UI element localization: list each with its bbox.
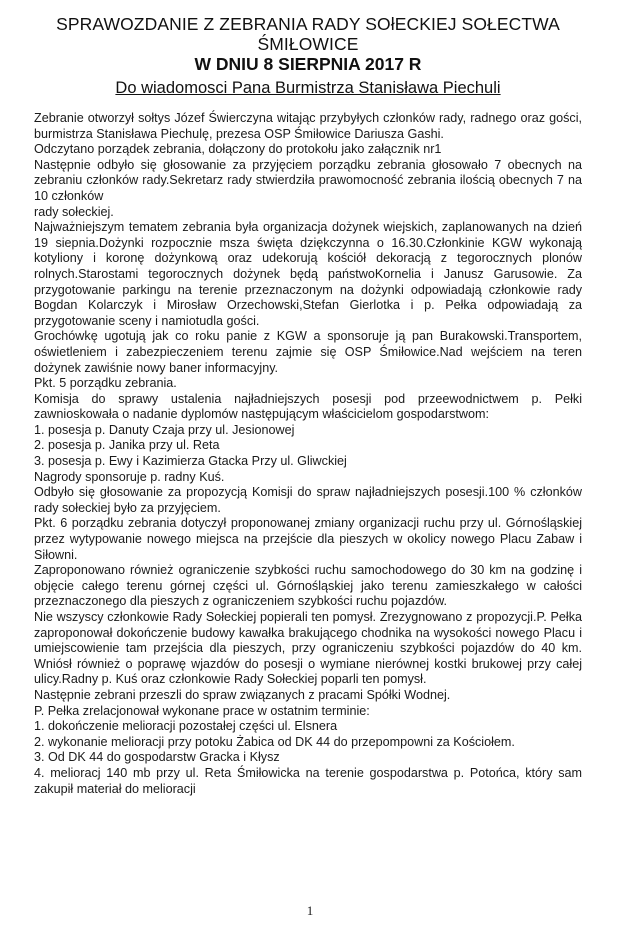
list-item: 3. Od DK 44 do gospodarstw Gracka i Kłysz bbox=[34, 750, 280, 765]
award-list bbox=[34, 423, 582, 470]
list-item: 2. wykonanie melioracji przy potoku Żabica od DK 44 do przepompowni za Kościołem. bbox=[34, 734, 515, 749]
paragraph-works-intro: P. Pełka zrelacjonował wykonane prace w ostatnim terminie: bbox=[34, 703, 370, 718]
paragraph-agenda-vote-cont: rady sołeckiej. bbox=[34, 204, 114, 219]
document-header bbox=[34, 14, 582, 99]
paragraph-sidewalk: Nie wszyscy członkowie Rady Sołeckiej popierali ten pomysł. Zrezygnowano z propozycji.P. Pełka zaproponował dokończenie budowy kawałka brakującego chodnika na wysokości nowego Placu i umiejscowienie tam przejścia dla pieszych, przy ograniczeniu szybkości pojazdów do 40 km. Wniósł również o poprawę wjazdów do posesji o wymiane nierównej kostki brukowej przy całej ulicy.Radny p. Kuś oraz członkowie Rady Sołeckiej poparli ten pomysł. bbox=[34, 610, 582, 687]
paragraph-point-5: Pkt. 5 porządku zebrania. bbox=[34, 376, 177, 391]
paragraph-water-company: Następnie zebrani przeszli do spraw związanych z pracami Spółki Wodnej. bbox=[34, 687, 451, 702]
paragraph-prizes: Nagrody sponsoruje p. radny Kuś. bbox=[34, 469, 225, 484]
paragraph-opening: Zebranie otworzył sołtys Józef Świerczyna witając przybyłych członków rady, radnego oraz gości, burmistrza Stanisława Piechulę, prezesa OSP Śmiłowice Dariusza Gashi. bbox=[34, 111, 582, 141]
paragraph-agenda-vote: Następnie odbyło się głosowanie za przyjęciem porządku zebrania głosowało 7 obecnych na zebraniu członków rady.Sekretarz rady stwierdziła prawomocność zebrania ilością obecnych 7 na 10 członków bbox=[34, 157, 582, 203]
paragraph-harvest-catering: Grochówkę ugotują jak co roku panie z KGW a sponsoruje ją pan Burakowski.Transportem, oświetleniem i zabezpieczeniem terenu zajmie się OSP Śmiłowice.Nad wejściem na teren dożynek zawiśnie nowy baner informacyjny. bbox=[34, 329, 582, 375]
list-item: 3. posesja p. Ewy i Kazimierza Gtacka Przy ul. Gliwckiej bbox=[34, 454, 347, 469]
list-item: 2. posesja p. Janika przy ul. Reta bbox=[34, 438, 220, 453]
report-title-line-1: SPRAWOZDANIE Z ZEBRANIA RADY SOłECKIEJ SOŁECTWA bbox=[56, 14, 560, 34]
paragraph-agenda: Odczytano porządek zebrania, dołączony do protokołu jako załącznik nr1 bbox=[34, 142, 442, 157]
report-date: W DNIU 8 SIERPNIA 2017 R bbox=[194, 54, 422, 74]
paragraph-speed-limit: Zaproponowano również ograniczenie szybkości ruchu samochodowego do 30 km na godzinę i objęcie całego terenu górnej części ul. Górnośląskiej jako terenu zamieszkałego w całości przeznaczonego dla pieszych z ograniczeniem szybkości ruchu pojazdów. bbox=[34, 563, 582, 609]
report-addressee: Do wiadomosci Pana Burmistrza Stanisława Piechuli bbox=[115, 79, 501, 97]
paragraph-commission: Komisja do sprawy ustalenia najładniejszych posesji pod przeewodnictwem p. Pełki zawnioskowała o nadanie dyplomów następującym właścicielom gospodarstwom: bbox=[34, 391, 582, 422]
page-number: 1 bbox=[306, 903, 314, 918]
paragraph-point-6: Pkt. 6 porządku zebrania dotyczył proponowanej zmiany organizacji ruchu przy ul. Górnośląskiej przez wytypowanie nowego miejsca na przejście dla pieszych w okolicy nowego Placu Zabaw i Siłowni. bbox=[34, 516, 582, 562]
paragraph-harvest-festival: Najważniejszym tematem zebrania była organizacja dożynek wiejskich, zaplanowanych na dzień 19 siepnia.Dożynki rozpocznie msza święta dziękczynna o 16.30.Członkinie KGW wykonają kotyliony i koronę dożynkową oraz udekorują kościół dekoracją z tegorocznych plonów rolnych.Starostami tegorocznych dożynek będą państwoKornelia i Janusz Garusowie. Za przygotowanie parkingu na terenie przeznaczonym na dożynki odpowiadają członkowie rady Bogdan Kolarczyk i Mirosław Orzechowski,Stefan Gierlotka i p. Pełka odpowiadają za przygotowanie sceny i namiotudla gości. bbox=[34, 220, 582, 328]
report-body bbox=[34, 111, 582, 797]
works-list bbox=[34, 719, 582, 797]
list-item: 1. posesja p. Danuty Czaja przy ul. Jesionowej bbox=[34, 422, 295, 437]
list-item: 1. dokończenie melioracji pozostałej części ul. Elsnera bbox=[34, 719, 338, 734]
list-item: 4. melioracj 140 mb przy ul. Reta Śmiłowicka na terenie gospodarstwa p. Potońca, który sam zakupił materiał do melioracji bbox=[34, 765, 582, 796]
paragraph-commission-vote: Odbyło się głosowanie za propozycją Komisji do spraw najładniejszych posesji.100 % członków rady sołeckiej było za przyjęciem. bbox=[34, 485, 582, 515]
report-title-line-2: ŚMIŁOWICE bbox=[257, 34, 359, 54]
